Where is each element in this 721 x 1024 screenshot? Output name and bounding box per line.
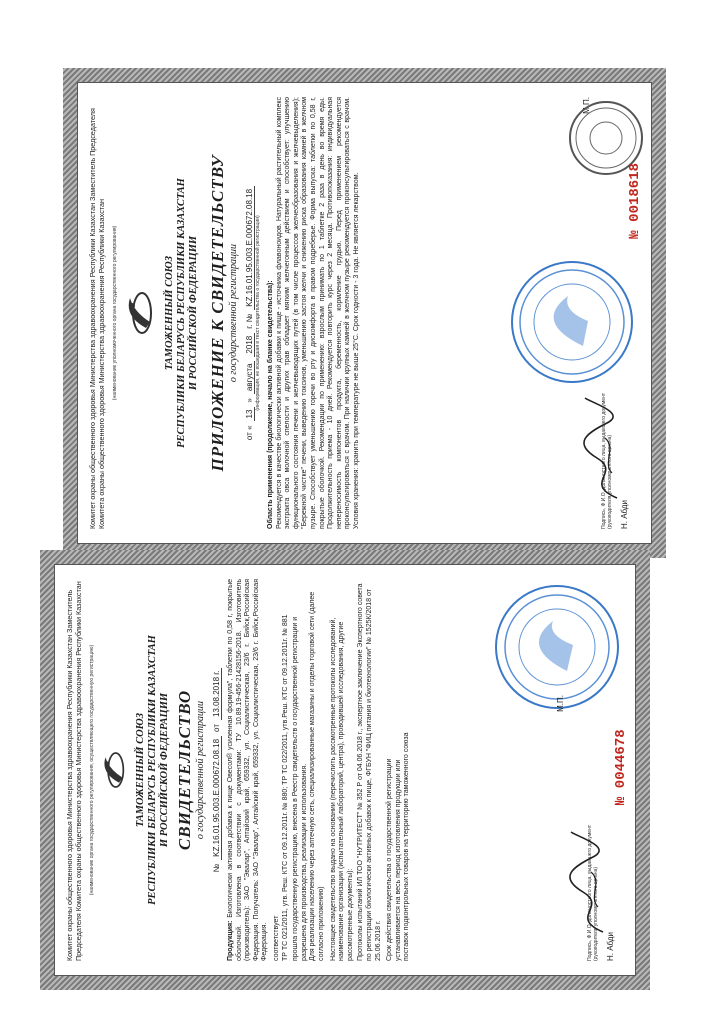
date-day: 13 [245,407,255,422]
date-prefix: от « [245,425,254,441]
blank-serial-number [613,729,629,805]
republics-line-2: И РОССИЙСКОЙ ФЕДЕРАЦИИ [188,235,199,391]
signer-name: Н. Абди [620,500,629,529]
mp-mark: М.П. [556,695,565,712]
document-subtitle: о государственной регистрации [228,243,239,383]
serial-value: 0044678 [613,729,629,789]
republics-line-1: РЕСПУБЛИКИ БЕЛАРУСЬ РЕСПУБЛИКИ КАЗАХСТАН [176,178,187,448]
issuer-text: Комитет охраны общественного здоровья Министерства здравоохранения Республики Казахстан Заместитель Председателя Комитета охраны общественного здоровья Министерства здравоохранения Республики Казахстан [65,581,83,961]
blue-seal-stamp [511,261,633,383]
registration-date: 13.08.2018 г. [212,668,222,720]
issuer-hint: (наименование органа государственного регулирования, осуществляющего государственную регистрацию) [89,644,95,896]
signature-image [563,827,613,937]
date-hint: (информация, не вошедшая в текст свидетельства о государственной регистрации) [255,215,261,411]
serial-value: 0018618 [627,163,643,222]
certificate-border [40,550,650,990]
compliance-text: ТР ТС 021/2011, утв. Реш. КТС от 09.12.2011г. № 880; ТР ТС 022/2011, утв.Реш. КТС от 09.12.2011г. № 881 [281,614,289,961]
blue-seal-stamp [495,585,619,709]
certificate-body [77,82,652,544]
product-label: Продукция: [227,920,234,961]
certificate-body [54,564,636,976]
registration-certificate [40,550,650,990]
serial-prefix: № [613,796,629,805]
signer-hint: Подпись, Ф.И.О. должностного лица, выдавшего документ (руководителя уполномоченного органа) [587,824,599,961]
union-name: ТАМОЖЕННЫЙ СОЮЗ [164,255,175,371]
number-label: № [212,863,221,873]
blank-serial-number [627,163,643,239]
date-number-row: от « 13 » августа 2018 г. № KZ.16.01.95.003.E.000672.08.18 [245,97,255,529]
signer-hint: Подпись, Ф.И.О. должностного лица, выдавшего документ (руководителя уполномоченного органа) [601,392,613,529]
document-title: СВИДЕТЕЛЬСТВО [175,689,194,851]
document-subtitle: о государственной регистрации [195,700,206,840]
sale-text: Для реализации населению через аптечную сеть, специализированные магазины и отделы торговой сети (далее согласно приложению) [309,591,325,961]
protocols-text: Протоколы испытаний ИЛ ТОО "НУТРИТЕСТ" № 352 Р от 04.06.2018 г., экспертное заключение Экспертного совета по регистрации биологически активных добавок к пище, ФГБУН "ФИЦ питания и биотехнологии" № 1525К/2018 от 25.06.2018 г. [357,583,382,961]
serial-prefix: № [627,230,643,239]
republics-line-1: РЕСПУБЛИКИ БЕЛАРУСЬ РЕСПУБЛИКИ КАЗАХСТАН [147,635,158,905]
republics-line-2: И РОССИЙСКОЙ ФЕДЕРАЦИИ [159,692,170,848]
mp-mark: М.П. [582,97,591,114]
certificate-border [63,68,666,558]
signature-image [577,393,627,503]
issuer-hint: (наименование уполномоченного органа государственного регулирования) [112,225,118,401]
document-title: ПРИЛОЖЕНИЕ К СВИДЕТЕЛЬСТВУ [208,154,227,472]
product-text: Биологически активная добавка к пище Овесол® усиленная формула", таблетки по 0,58 г, покрытые оболочкой. Изготовлена в соответствии с документами: ТУ 10.89.19-456-21428156-2018. Изготовитель (производитель): ЗАО "Эвалар", Алтайский край, 659332, ул. Социалистическая, 23/6 г. Бийск,Российская Федерация. Получатель: ЗАО "Эвалар", Алтайский край, 659332, ул. Социалистическая, 23/6 г. Бийск,Российская Федерация. [227,579,269,961]
customs-union-logo [97,750,131,790]
scope-body: Рекомендуется в качестве биологически активной добавки к пище - источника флавоноидов. Натуральный растительный комплекс экстракта овса молочной спелости и других трав обладает мягким желчегонным действием и способствует: улучшению функционального состояния печени и желчевыводящих путей (в том числе процессов желчеобразования и желчевыделения); "Бережной чистке" печени, выведению токсинов, уменьшению застоя желчи и снижению риска образования камней в желчном пузыре. Способствует уменьшению горечи во рту и дискомфорта в правом подреберье. Форма выпуска: таблетки по 0,58 г, покрытые оболочкой. Рекомендации по применению: взрослым принимать по 1 таблетке 2 раза в день во время еды. Продолжительность приема - 10 дней. Рекомендуется повторить курс через 2 месяца. Противопоказания: индивидуальная непереносимость компонентов продукта, беременность, кормление грудью. Перед применением рекомендуется проконсультироваться с врачом. При наличии крупных камней в желчном пузыре рекомендуется проконсультироваться с врачом. Условия хранения: хранить при температуре не выше 25°С. Срок годности - 3 года. Не является лекарством. [275,97,360,529]
customs-union-logo [120,290,160,336]
number-label: г. № [245,313,254,329]
date-label: от [212,724,221,732]
basis-text: Настоящее свидетельство выдано на основании (перечислить рассмотренные протоколы исследований, наименование организации (испытательный лабораторий, центра), проводившей исследования, другие рассмотренные документы): [329,617,354,961]
issuer-text: Комитет охраны общественного здоровья Министерства здравоохранения Республики Казахстан Заместитель Председателя Комитета охраны общественного здоровья Министерства здравоохранения Республики Казахстан [88,108,106,529]
date-month: августа [245,361,255,395]
registration-number: KZ.16.01.95.003.E.000672.08.18 [245,186,255,310]
compliance-label: соответствует [272,915,280,961]
signer-name: Н. Абди [606,932,615,961]
number-date-row [212,579,222,961]
product-block [227,579,270,961]
union-name: ТАМОЖЕННЫЙ СОЮЗ [135,712,146,828]
registration-number: KZ.16.01.95.003.E.000672.08.18 [212,736,222,860]
appendix-certificate [63,68,666,558]
registry-text: прошла государственную регистрацию, внесена в Реестр свидетельств о государственной регистрации и разрешена для производства, реализации и использования. [292,616,308,961]
date-year: 2018 [245,333,255,357]
validity-text: Срок действия свидетельства о государственной регистрации устанавливается на весь период изготовления продукции или поставок подконтрольных товаров на территорию таможенного союза [386,732,411,961]
scope-title: Область применения (продолжение, начало на бланке свидетельства): [267,280,274,529]
